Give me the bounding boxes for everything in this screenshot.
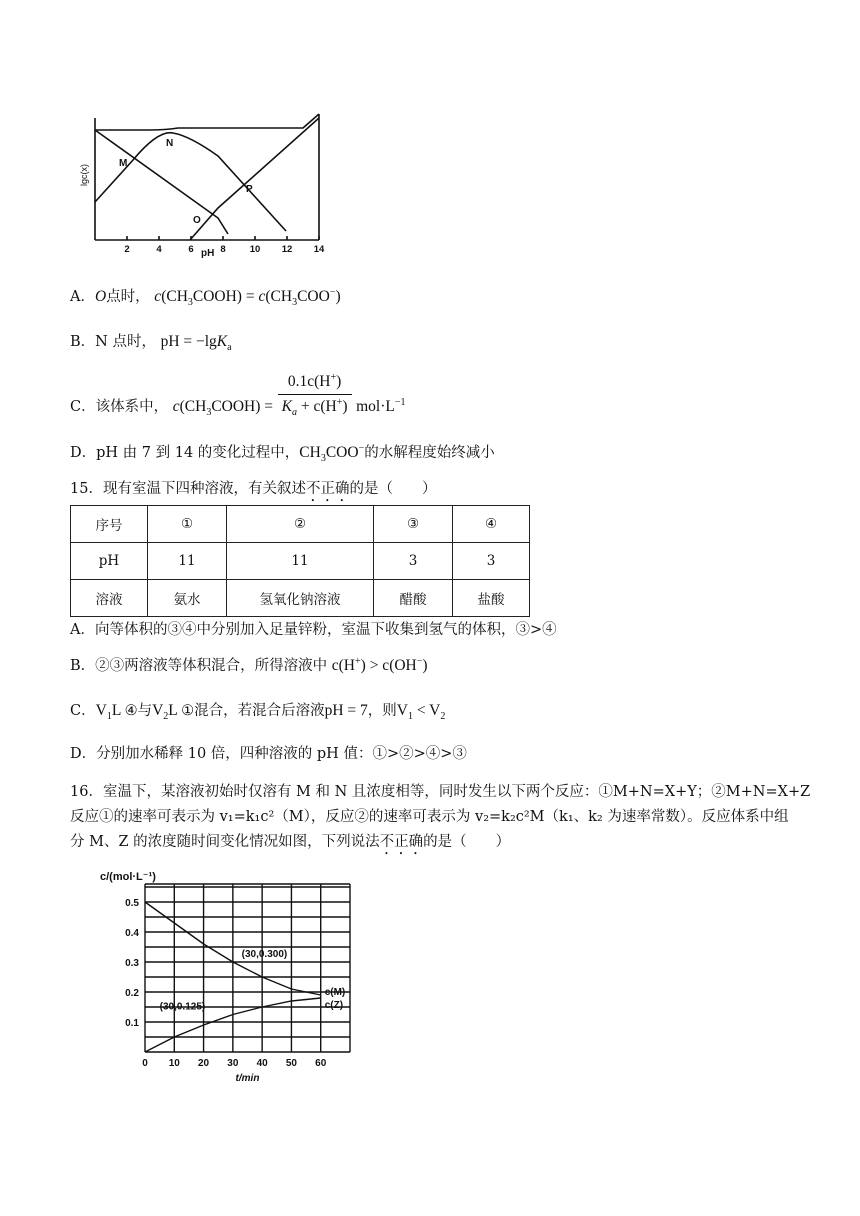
y-axis-label: lgc(x) — [79, 164, 89, 186]
point-label-o: O — [193, 215, 201, 226]
table-row — [71, 506, 530, 543]
y-tick-label: 0.2 — [125, 988, 139, 999]
q15-option-c-text2: ④与 — [124, 703, 153, 719]
q15-option-b-equation: c(H+) > c(OH−) — [331, 655, 428, 674]
q16-stem-line1: 16．室温下，某溶液初始时仅溶有 M 和 N 且浓度相等，同时发生以下两个反应：①M+N=X+Y；②M+N=X+Z — [70, 784, 811, 800]
q15-stem-emph: 不正确 — [305, 481, 350, 497]
series-label: c(Z) — [324, 1000, 344, 1011]
x-tick-label: 0 — [142, 1058, 148, 1069]
option-c-unit: mol·L — [356, 397, 395, 415]
q16-stem-a: 分 M、Z 的浓度随时间变化情况如图，下列说法 — [70, 834, 380, 850]
option-b-prefix: B． — [70, 334, 96, 350]
q15-table — [70, 505, 530, 617]
q15-option-a[interactable] — [70, 619, 557, 641]
x-tick-label: 14 — [313, 244, 325, 255]
q15-option-c[interactable]: C．$V_1L$ ④与$V_2L$ ①混合，若混合后溶液pH = 7，则$V_1 < V_2$ — [70, 702, 446, 723]
series-line-oh — [190, 118, 319, 240]
q15-stem-a: 现有室温下四种溶液，有关叙述 — [102, 481, 306, 497]
x-tick-label: 6 — [188, 244, 194, 255]
option-c-text: 该体系中， — [95, 398, 169, 415]
table-cell: 11 — [227, 543, 374, 580]
series-line-top — [95, 114, 319, 130]
option-a-equation: $c(CH_3COOH) = c(CH_3COO^-)$ — [154, 286, 341, 309]
option-c-lhs: $c(CH_3COOH)$ = — [172, 397, 274, 418]
annotation-z: (30,0.125) — [159, 1001, 206, 1013]
table-cell: ④ — [453, 506, 530, 543]
x-tick-label: 30 — [227, 1058, 239, 1069]
q15-option-b-text: B．②③两溶液等体积混合，所得溶液中 — [70, 658, 328, 674]
series-label: c(M) — [324, 987, 346, 998]
q14-option-b[interactable]: B．N 点时， pH = −lgK$_a$ — [70, 333, 232, 354]
table-cell: 氢氧化钠溶液 — [227, 580, 374, 617]
table-cell: ③ — [374, 506, 453, 543]
x-tick-label: 60 — [315, 1058, 327, 1069]
table-cell: 醋酸 — [374, 580, 453, 617]
option-b-text: 点时， — [112, 334, 156, 350]
point-label-p: P — [246, 184, 253, 195]
option-d-text2: 的水解程度始终减小 — [364, 445, 495, 461]
point-label-n: N — [166, 138, 174, 149]
option-a-point: O — [94, 288, 107, 305]
q14-option-c[interactable]: C．该体系中， $c(CH_3COOH)$ = $\frac{0.1c(H^+)}{K_a + c(H^+)}$ $mol\cdot L^{-1}$ — [70, 371, 406, 419]
option-a-prefix: A． — [70, 289, 95, 305]
option-a-text: 点时， — [106, 289, 150, 305]
option-d-text1: pH 由 7 到 14 的变化过程中， — [96, 445, 300, 461]
q14-option-a[interactable] — [70, 286, 341, 308]
y-axis-label: c/(mol·L⁻¹) — [100, 872, 156, 883]
q15-stem-b: 的是（ ） — [349, 481, 437, 497]
x-tick-label: 10 — [249, 244, 261, 255]
table-cell: 11 — [148, 543, 227, 580]
point-label-m: M — [119, 158, 128, 169]
x-axis-label: t/min — [235, 1073, 260, 1084]
table-cell: 3 — [453, 543, 530, 580]
q14-option-d[interactable]: D．pH 由 7 到 14 的变化过程中，$CH_3COO^-$的水解程度始终减小 — [70, 442, 495, 465]
table-cell: 盐酸 — [453, 580, 530, 617]
q15-option-d-text: D．分别加水稀释 10 倍，四种溶液的 pH 值：①>②>④>③ — [70, 746, 467, 762]
y-tick-label: 0.1 — [125, 1018, 139, 1029]
x-tick-label: 50 — [285, 1058, 297, 1069]
q16-stem-line2: 反应①的速率可表示为 v₁=k₁c²（M），反应②的速率可表示为 v₂=k₂c²M（k₁、k₂ 为速率常数）。反应体系中组 — [70, 809, 789, 825]
q16-stem-emph: 不正确 — [379, 834, 424, 850]
annotation-m: (30,0.300) — [241, 949, 288, 960]
q15-option-c-text3: ①混合，若混合后溶液 — [181, 703, 325, 719]
q15-option-d[interactable] — [70, 743, 467, 765]
table-cell: pH — [71, 543, 148, 580]
x-tick-label: 10 — [168, 1058, 180, 1069]
table-cell: 序号 — [71, 506, 148, 543]
x-tick-label: 40 — [256, 1058, 268, 1069]
q15-number: 15． — [70, 481, 103, 497]
table-cell: ② — [227, 506, 374, 543]
option-c-prefix: C． — [70, 398, 96, 415]
q15-option-b[interactable] — [70, 655, 428, 677]
series-line-hac — [95, 133, 286, 231]
q16-stem-line3 — [70, 831, 510, 858]
y-tick-label: 0.5 — [125, 898, 139, 909]
table-cell: 溶液 — [71, 580, 148, 617]
q15-stem — [70, 478, 436, 505]
q15-option-c-prefix: C． — [70, 703, 96, 719]
x-tick-label: 2 — [124, 244, 130, 255]
x-tick-label: 12 — [281, 244, 293, 255]
x-tick-label: 4 — [156, 244, 162, 255]
q15-option-a-text: A．向等体积的③④中分别加入足量锌粉，室温下收集到氢气的体积，③>④ — [70, 622, 557, 638]
x-axis-label: pH — [201, 248, 215, 259]
table-cell: 氨水 — [148, 580, 227, 617]
q15-option-c-text4: ，则 — [367, 703, 397, 719]
chart-lgc-ph — [78, 108, 333, 260]
option-d-prefix: D． — [70, 445, 97, 461]
q16-stem-b: 的是（ ） — [423, 834, 511, 850]
x-tick-label: 8 — [220, 244, 226, 255]
chart-concentration-time — [100, 872, 365, 1094]
option-c-fraction: $\frac{0.1c(H^+)}{K_a + c(H^+)}$ — [278, 372, 352, 417]
table-cell: ① — [148, 506, 227, 543]
option-b-equation: pH = −lgK$_a$ — [160, 333, 232, 354]
x-tick-label: 20 — [198, 1058, 210, 1069]
y-tick-label: 0.3 — [125, 958, 139, 969]
table-cell: 3 — [374, 543, 453, 580]
table-row — [71, 580, 530, 617]
table-row — [71, 543, 530, 580]
y-tick-label: 0.4 — [125, 928, 139, 939]
